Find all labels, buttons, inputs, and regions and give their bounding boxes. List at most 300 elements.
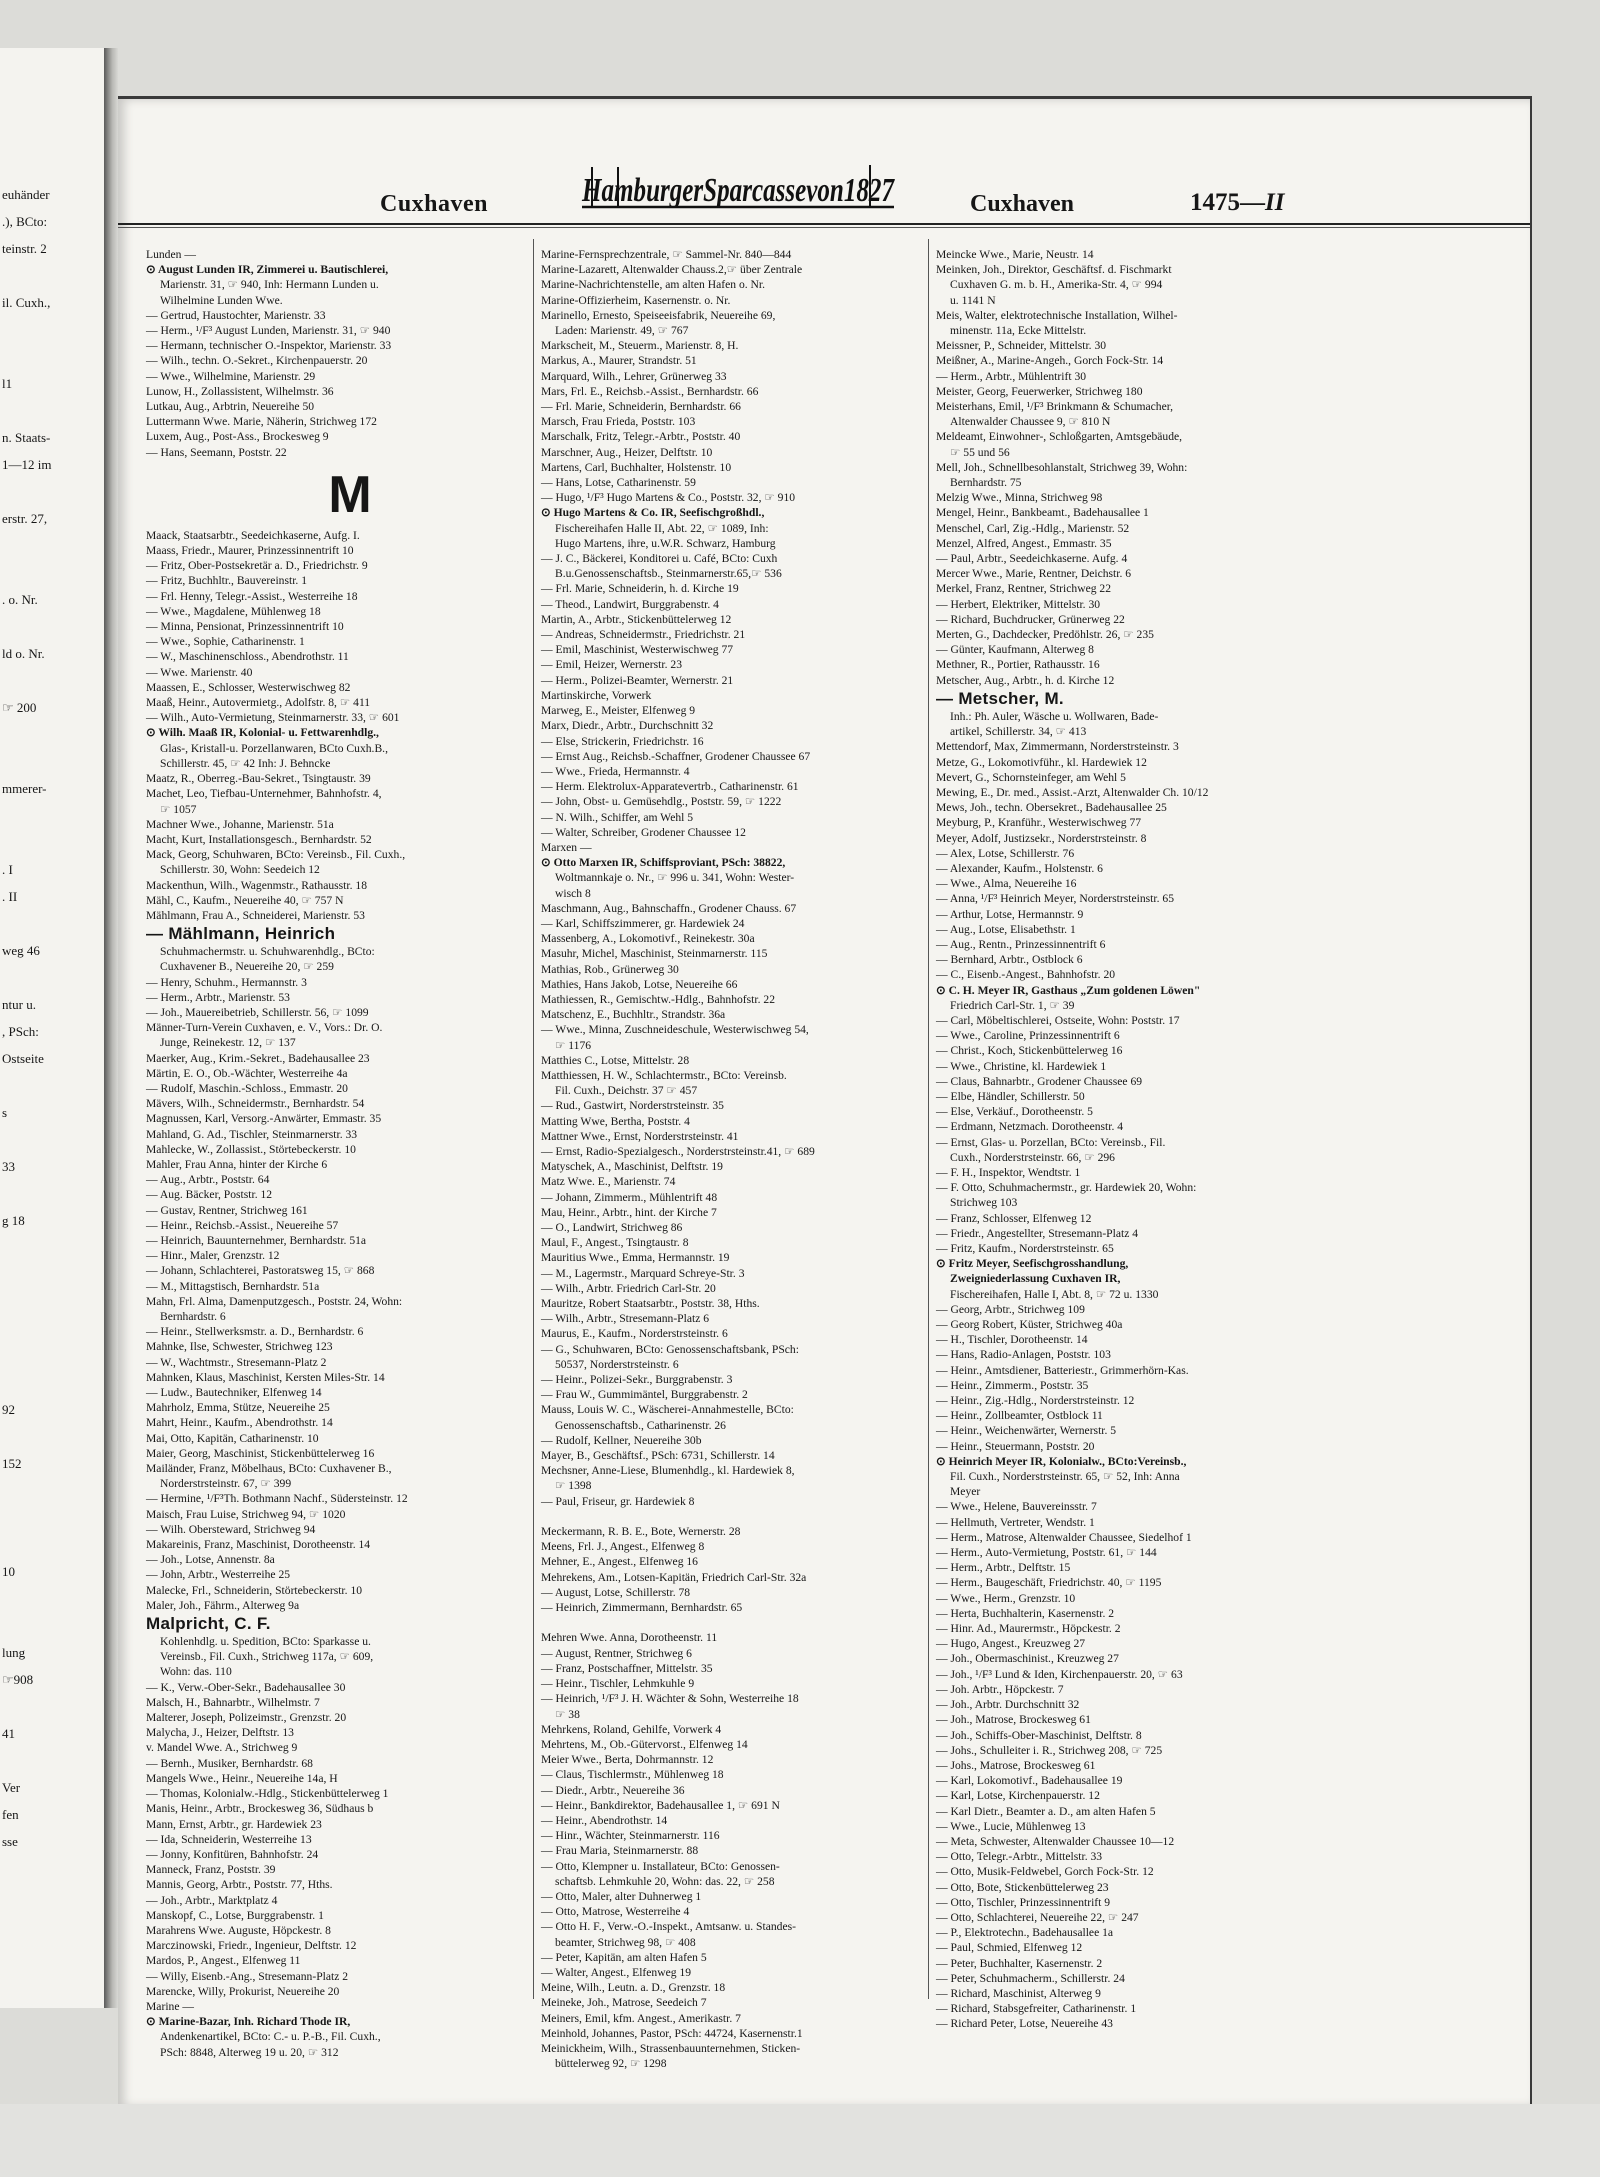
directory-entry: — Heinr., Reichsb.-Assist., Neuereihe 57	[146, 1218, 339, 1232]
directory-entry: ⊙ August Lunden IR, Zimmerei u. Bautischlerei,	[146, 263, 389, 277]
prev-page-fragment: . II	[2, 889, 18, 904]
directory-entry: — Bernhard, Arbtr., Ostblock 6	[936, 953, 1083, 967]
directory-entry: — Walter, Schreiber, Grodener Chaussee 12	[541, 825, 746, 839]
directory-entry: Mau, Heinr., Arbtr., hint. der Kirche 7	[541, 1205, 717, 1219]
directory-entry: Luttermann Wwe. Marie, Näherin, Strichweg 172	[146, 415, 377, 429]
directory-entry: Meine, Wilh., Leutn. a. D., Grenzstr. 18	[541, 1981, 726, 1995]
section-letter: M	[328, 465, 372, 524]
directory-entry: ⊙ Hugo Martens & Co. IR, Seefischgroßhdl.,	[541, 506, 765, 520]
directory-entry: Mahnke, Ilse, Schwester, Strichweg 123	[146, 1340, 333, 1354]
directory-entry: — Herm. Elektrolux-Apparatevertrb., Catharinenstr. 61	[541, 780, 799, 794]
directory-entry: — Else, Verkäuf., Dorotheenstr. 5	[936, 1105, 1093, 1119]
directory-entry: Mathies, Hans Jakob, Lotse, Neuereihe 66	[541, 977, 738, 991]
directory-entry: Mengel, Heinr., Bankbeamt., Badehausallee 1	[936, 506, 1149, 520]
directory-entry: — Hans, Lotse, Catharinenstr. 59	[541, 476, 696, 490]
entry-continuation: Fil. Cuxh., Norderstrsteinstr. 65, ☞ 52, Inh: Anna	[950, 1470, 1180, 1484]
directory-entry: — Alex, Lotse, Schillerstr. 76	[936, 846, 1075, 860]
prev-page-fragment: .), BCto:	[2, 214, 48, 229]
directory-entry: Maack, Staatsarbtr., Seedeichkaserne, Aufg. I.	[146, 528, 360, 542]
scan-bottom-margin	[0, 2104, 1600, 2177]
directory-entry: Männer-Turn-Verein Cuxhaven, e. V., Vors.: Dr. O.	[146, 1021, 383, 1035]
directory-entry: Malycha, J., Heizer, Delftstr. 13	[146, 1726, 294, 1740]
directory-entry: — Frl. Marie, Schneiderin, h. d. Kirche 19	[541, 582, 739, 596]
directory-entry: Mangels Wwe., Heinr., Neuereihe 14a, H	[146, 1771, 338, 1785]
entry-continuation: Junge, Reinekestr. 12, ☞ 137	[160, 1036, 296, 1050]
directory-entry: Markus, A., Maurer, Strandstr. 51	[541, 354, 697, 368]
directory-entry: — Georg, Arbtr., Strichweg 109	[936, 1302, 1085, 1316]
prev-page-fragment: sse	[2, 1834, 18, 1849]
directory-entry: Mai, Otto, Kapitän, Catharinenstr. 10	[146, 1431, 319, 1445]
directory-entry: — Heinr., Zig.-Hdlg., Norderstrsteinstr. 12	[936, 1394, 1135, 1408]
featured-entry-name: — Metscher, M.	[936, 688, 1064, 708]
directory-entry: ⊙ C. H. Meyer IR, Gasthaus „Zum goldenen Löwen"	[936, 983, 1201, 997]
directory-entry: — Wwe., Herm., Grenzstr. 10	[936, 1591, 1076, 1605]
entry-continuation: Inh.: Ph. Auler, Wäsche u. Wollwaren, Bade-	[950, 709, 1159, 723]
directory-entry: Meister, Georg, Feuerwerker, Strichweg 180	[936, 384, 1143, 398]
directory-entry: — Peter, Schuhmacherm., Schillerstr. 24	[936, 1971, 1125, 1985]
directory-entry: — Heinr., Zollbeamter, Ostblock 11	[936, 1409, 1103, 1423]
directory-entry: — Otto, Schlachterei, Neuereihe 22, ☞ 247	[936, 1910, 1139, 1924]
directory-entry: — Rudolf, Kellner, Neuereihe 30b	[541, 1433, 702, 1447]
directory-entry: — Joh., Schiffs-Ober-Maschinist, Delftstr. 8	[936, 1728, 1142, 1742]
directory-entry: — Herm., Arbtr., Mühlentrift 30	[936, 369, 1087, 383]
directory-entry: Lunow, H., Zollassistent, Wilhelmstr. 36	[146, 384, 334, 398]
header-rule-thin	[118, 227, 1530, 228]
directory-entry: — Hugo, Angest., Kreuzweg 27	[936, 1637, 1086, 1651]
book-binding	[104, 48, 118, 2008]
directory-entry: — Heinr., Amtsdiener, Batteriestr., Grimmerhörn-Kas.	[936, 1363, 1189, 1377]
directory-entry: Mayer, B., Geschäftsf., PSch: 6731, Schillerstr. 14	[541, 1449, 775, 1463]
logo-text: HamburgerSparcassevon1827	[581, 172, 896, 209]
directory-entry: — Willy, Eisenb.-Ang., Stresemann-Platz 2	[146, 1969, 349, 1983]
directory-entry: — Richard, Buchdrucker, Grünerweg 22	[936, 612, 1125, 626]
directory-page	[118, 96, 1532, 2107]
directory-entry: — Wilh., Auto-Vermietung, Steinmarnerstr. 33, ☞ 601	[146, 711, 400, 725]
sparcasse-logo	[578, 157, 898, 219]
entry-continuation: ☞ 38	[555, 1707, 580, 1721]
directory-entry: — Otto, Telegr.-Arbtr., Mittelstr. 33	[936, 1850, 1103, 1864]
directory-entry: Marine-Nachrichtenstelle, am alten Hafen o. Nr.	[541, 278, 766, 292]
entry-continuation: Fischereihafen Halle II, Abt. 22, ☞ 1089, Inh:	[555, 521, 769, 535]
entry-continuation: ☞ 55 und 56	[950, 445, 1010, 459]
directory-entry: Metze, G., Lokomotivführ., kl. Hardewiek 12	[936, 755, 1147, 769]
directory-entry: Marine —	[146, 1999, 194, 2013]
directory-entry: — Otto, Maler, alter Duhnerweg 1	[541, 1889, 702, 1903]
directory-entry: — J. C., Bäckerei, Konditorei u. Café, BCto: Cuxh	[541, 552, 778, 566]
directory-entry: — Wwe., Lucie, Mühlenweg 13	[936, 1819, 1086, 1833]
directory-entry: Marczinowski, Friedr., Ingenieur, Delftstr. 12	[146, 1939, 357, 1953]
directory-entry: — Richard, Stabsgefreiter, Catharinenstr. 1	[936, 2002, 1137, 2016]
directory-entry: — Karl, Lokomotivf., Badehausallee 19	[936, 1774, 1123, 1788]
entry-continuation: Andenkenartikel, BCto: C.- u. P.-B., Fil. Cuxh.,	[160, 2030, 381, 2044]
directory-entry: — Hinr. Ad., Maurermstr., Höpckestr. 2	[936, 1622, 1121, 1636]
directory-entry: Magnussen, Karl, Versorg.-Anwärter, Emmastr. 35	[146, 1112, 382, 1126]
directory-entry: Mähl, C., Kaufm., Neuereihe 40, ☞ 757 N	[146, 893, 344, 907]
directory-entry: — Otto, Tischler, Prinzessinnentrift 9	[936, 1895, 1111, 1909]
directory-entry: Marine-Fernsprechzentrale, ☞ Sammel-Nr. 840—844	[541, 248, 792, 261]
entry-continuation: Bernhardstr. 75	[950, 476, 1022, 490]
directory-entry: Menzel, Alfred, Angest., Emmastr. 35	[936, 536, 1112, 550]
entry-continuation: beamter, Strichweg 98, ☞ 408	[555, 1935, 696, 1949]
prev-page-fragment: teinstr. 2	[2, 241, 47, 256]
directory-entry: Meier Wwe., Berta, Dohrmannstr. 12	[541, 1753, 714, 1767]
directory-entry: — Herm., ¹/F³ August Lunden, Marienstr. 31, ☞ 940	[146, 324, 391, 338]
entry-continuation: ☞ 1398	[555, 1479, 592, 1493]
directory-entry: ⊙ Marine-Bazar, Inh. Richard Thode IR,	[146, 2015, 351, 2029]
directory-entry: Mahler, Frau Anna, hinter der Kirche 6	[146, 1157, 328, 1171]
directory-entry: — Joh. Arbtr., Höpckestr. 7	[936, 1682, 1064, 1696]
directory-entry: — Gustav, Rentner, Strichweg 161	[146, 1203, 308, 1217]
page-number-suffix: II	[1265, 189, 1285, 216]
directory-entry: — Wwe., Magdalene, Mühlenweg 18	[146, 604, 321, 618]
entry-continuation: Zweigniederlassung Cuxhaven IR,	[950, 1272, 1121, 1286]
directory-entry: Mehren Wwe. Anna, Dorotheenstr. 11	[541, 1631, 718, 1645]
directory-entry: — Hermann, technischer O.-Inspektor, Marienstr. 33	[146, 339, 392, 353]
directory-entry: Meyburg, P., Kranführ., Westerwischweg 77	[936, 816, 1142, 830]
directory-entry: — Karl Dietr., Beamter a. D., am alten Hafen 5	[936, 1804, 1156, 1818]
prev-page-fragment: euhänder	[2, 187, 50, 202]
directory-entry: Marxen —	[541, 840, 592, 854]
directory-entry: Mählmann, Frau A., Schneiderei, Marienstr. 53	[146, 908, 365, 922]
prev-page-fragment: 10	[2, 1564, 15, 1579]
directory-entry: — Georg Robert, Küster, Strichweg 40a	[936, 1318, 1123, 1332]
directory-entry: — Theod., Landwirt, Burggrabenstr. 4	[541, 597, 719, 611]
entry-continuation: Woltmannkaje o. Nr., ☞ 996 u. 341, Wohn: Wester-	[555, 871, 795, 885]
directory-entry: — Herta, Buchhalterin, Kasernenstr. 2	[936, 1606, 1115, 1620]
directory-entry	[541, 1509, 949, 1524]
entry-continuation: Friedrich Carl-Str. 1, ☞ 39	[950, 998, 1075, 1012]
directory-entry: — Peter, Kapitän, am alten Hafen 5	[541, 1950, 707, 1964]
directory-entry: — Heinrich, Bauunternehmer, Bernhardstr. 51a	[146, 1233, 367, 1247]
directory-entry: — Wilh., Arbtr. Friedrich Carl-Str. 20	[541, 1281, 716, 1295]
directory-entry: — Otto, Matrose, Westerreihe 4	[541, 1905, 690, 1919]
directory-entry: — Herm., Polizei-Beamter, Wernerstr. 21	[541, 673, 734, 687]
directory-entry: — P., Elektrotechn., Badehausallee 1a	[936, 1926, 1114, 1940]
entry-continuation: ☞ 1057	[160, 802, 197, 816]
directory-entry: Marine-Offizierheim, Kasernenstr. o. Nr.	[541, 293, 731, 307]
header-rule	[118, 223, 1530, 225]
directory-entry: Makareinis, Franz, Maschinist, Dorotheenstr. 14	[146, 1538, 371, 1552]
directory-entry: — Wwe., Minna, Zuschneideschule, Westerwischweg 54,	[541, 1023, 809, 1037]
directory-entry: Melzig Wwe., Minna, Strichweg 98	[936, 491, 1103, 505]
directory-entry: Massenberg, A., Lokomotivf., Reinekestr. 30a	[541, 932, 755, 946]
directory-entry: Matthiessen, H. W., Schlachtermstr., BCto: Vereinsb.	[541, 1068, 787, 1082]
directory-entry: — Wwe., Helene, Bauvereinsstr. 7	[936, 1500, 1097, 1514]
prev-page-fragment: s	[2, 1105, 8, 1120]
directory-entry: — N. Wilh., Schiffer, am Wehl 5	[541, 810, 694, 824]
directory-entry: Luxem, Aug., Post-Ass., Brockesweg 9	[146, 430, 329, 444]
directory-entry: Meckermann, R. B. E., Bote, Wernerstr. 28	[541, 1525, 741, 1539]
entry-continuation: Strichweg 103	[950, 1196, 1018, 1210]
directory-entry: — Heinr., Abendrothstr. 14	[541, 1813, 668, 1827]
directory-entry: Mahn, Frl. Alma, Damenputzgesch., Poststr. 24, Wohn:	[146, 1294, 403, 1308]
entry-continuation: Wilhelmine Lunden Wwe.	[160, 293, 283, 307]
directory-entry: Meineke, Joh., Matrose, Seedeich 7	[541, 1996, 707, 2010]
directory-entry: Martin, A., Arbtr., Stickenbüttelerweg 12	[541, 612, 732, 626]
prev-page-fragment: Ostseite	[2, 1051, 44, 1066]
directory-entry: Mars, Frl. E., Reichsb.-Assist., Bernhardstr. 66	[541, 384, 759, 398]
directory-entry: — Richard Peter, Lotse, Neuereihe 43	[936, 2017, 1113, 2031]
directory-entry: — Ida, Schneiderin, Westerreihe 13	[146, 1832, 312, 1846]
prev-page-fragment: ☞908	[2, 1672, 34, 1687]
directory-entry: — Frl. Marie, Schneiderin, Bernhardstr. 66	[541, 400, 741, 414]
directory-entry: Matschenz, E., Buchhltr., Strandstr. 36a	[541, 1008, 726, 1022]
entry-continuation: Bernhardstr. 6	[160, 1310, 226, 1323]
directory-entry: — Aug., Rentn., Prinzessinnentrift 6	[936, 937, 1106, 951]
directory-entry: Martinskirche, Vorwerk	[541, 688, 652, 702]
directory-column-3	[936, 247, 1344, 2032]
directory-entry: — Jonny, Konfitüren, Bahnhofstr. 24	[146, 1847, 319, 1861]
directory-entry: — Franz, Postschaffner, Mittelstr. 35	[541, 1661, 713, 1675]
directory-entry: Mack, Georg, Schuhwaren, BCto: Vereinsb., Fil. Cuxh.,	[146, 848, 406, 862]
directory-entry: Maatz, R., Oberreg.-Bau-Sekret., Tsingtaustr. 39	[146, 772, 371, 786]
directory-entry: — Herm., Auto-Vermietung, Poststr. 61, ☞ 144	[936, 1546, 1157, 1560]
directory-entry: — Emil, Heizer, Wernerstr. 23	[541, 658, 683, 672]
prev-page-fragment: ☞ 200	[2, 700, 37, 715]
prev-page-fragment: ld o. Nr.	[2, 646, 45, 661]
directory-entry: — Wwe., Christine, kl. Hardewiek 1	[936, 1059, 1107, 1073]
entry-continuation: Hugo Martens, ihre, u.W.R. Schwarz, Hamburg	[555, 536, 776, 550]
directory-entry: — John, Arbtr., Westerreihe 25	[146, 1568, 291, 1582]
directory-entry: Meens, Frl. J., Angest., Elfenweg 8	[541, 1540, 705, 1554]
entry-continuation: Schillerstr. 30, Wohn: Seedeich 12	[160, 863, 320, 877]
directory-entry: Mehner, E., Angest., Elfenweg 16	[541, 1555, 698, 1569]
entry-continuation: ☞ 1176	[555, 1038, 592, 1052]
directory-entry: — C., Eisenb.-Angest., Bahnhofstr. 20	[936, 968, 1116, 982]
directory-entry: — Diedr., Arbtr., Neuereihe 36	[541, 1783, 685, 1797]
directory-entry: — Fritz, Kaufm., Norderstrsteinstr. 65	[936, 1242, 1114, 1255]
directory-entry: Maisch, Frau Luise, Strichweg 94, ☞ 1020	[146, 1507, 346, 1521]
directory-entry: — Arthur, Lotse, Hermannstr. 9	[936, 907, 1084, 921]
directory-entry: — Peter, Buchhalter, Kasernenstr. 2	[936, 1956, 1103, 1970]
entry-continuation: 50537, Norderstrsteinstr. 6	[555, 1357, 679, 1371]
directory-entry: Manis, Heinr., Arbtr., Brockesweg 36, Südhaus b	[146, 1802, 374, 1816]
directory-entry: Mattner Wwe., Ernst, Norderstrsteinstr. 41	[541, 1129, 739, 1143]
directory-entry: — Frl. Henny, Telegr.-Assist., Westerreihe 18	[146, 589, 358, 603]
directory-entry: Maerker, Aug., Krim.-Sekret., Badehausallee 23	[146, 1051, 370, 1065]
directory-entry: — Heinr., Steuermann, Poststr. 20	[936, 1439, 1095, 1453]
directory-entry: — Johs., Schulleiter i. R., Strichweg 208, ☞ 725	[936, 1743, 1163, 1757]
directory-entry: — Aug. Bäcker, Poststr. 12	[146, 1188, 273, 1202]
directory-entry: Mauss, Louis W. C., Wäscherei-Annahmestelle, BCto:	[541, 1403, 794, 1417]
directory-entry: Mevert, G., Schornsteinfeger, am Wehl 5	[936, 770, 1126, 784]
directory-entry: Malsch, H., Bahnarbtr., Wilhelmstr. 7	[146, 1695, 320, 1709]
directory-entry: Merkel, Franz, Rentner, Strichweg 22	[936, 582, 1112, 596]
directory-entry: — Franz, Schlosser, Elfenweg 12	[936, 1211, 1092, 1225]
directory-entry: Lutkau, Aug., Arbtrin, Neuereihe 50	[146, 400, 315, 414]
directory-entry: Lunden —	[146, 248, 196, 261]
prev-page-fragment: l1	[2, 376, 13, 391]
prev-page-fragment: lung	[2, 1645, 26, 1660]
directory-entry: Marx, Diedr., Arbtr., Durchschnitt 32	[541, 719, 714, 733]
directory-entry: — Else, Strickerin, Friedrichstr. 16	[541, 734, 704, 748]
directory-entry: Marencke, Willy, Prokurist, Neuereihe 20	[146, 1984, 340, 1998]
directory-entry: — Hermine, ¹/F³Th. Bothmann Nachf., Südersteinstr. 12	[146, 1492, 408, 1506]
page-header	[118, 99, 1530, 219]
directory-entry: — Wwe., Sophie, Catharinenstr. 1	[146, 635, 305, 649]
directory-entry: Meldeamt, Einwohner-, Schloßgarten, Amtsgebäude,	[936, 430, 1183, 444]
entry-continuation: Norderstrsteinstr. 67, ☞ 399	[160, 1477, 292, 1491]
directory-entry: — Heinrich, Zimmermann, Bernhardstr. 65	[541, 1601, 743, 1615]
entry-continuation: Schuhmachermstr. u. Schuhwarenhdlg., BCto:	[160, 945, 375, 959]
prev-page-fragment: il. Cuxh.,	[2, 295, 51, 310]
prev-page-fragment: 41	[2, 1726, 15, 1741]
directory-entry: v. Mandel Wwe. A., Strichweg 9	[146, 1741, 298, 1755]
directory-entry: Merten, G., Dachdecker, Predöhlstr. 26, ☞ 235	[936, 628, 1154, 642]
entry-continuation: Genossenschaftsb., Catharinenstr. 26	[555, 1418, 726, 1432]
directory-entry: — Joh., Arbtr., Marktplatz 4	[146, 1893, 278, 1907]
directory-entry: — Herm., Arbtr., Delftstr. 15	[936, 1561, 1071, 1575]
directory-entry: Meißner, A., Marine-Angeh., Gorch Fock-Str. 14	[936, 354, 1164, 368]
directory-entry: — Heinrich, ¹/F³ J. H. Wächter & Sohn, Westerreihe 18	[541, 1692, 799, 1706]
directory-entry: Marquard, Wilh., Lehrer, Grünerweg 33	[541, 369, 727, 383]
directory-entry: — Erdmann, Netzmach. Dorotheenstr. 4	[936, 1120, 1124, 1134]
entry-continuation: Marienstr. 31, ☞ 940, Inh: Hermann Lunden u.	[160, 278, 379, 292]
directory-entry: Mehrtens, M., Ob.-Gütervorst., Elfenweg 14	[541, 1737, 748, 1751]
directory-entry: Marine-Lazarett, Altenwalder Chauss.2,☞ über Zentrale	[541, 263, 803, 277]
directory-entry: Meis, Walter, elektrotechnische Installation, Wilhel-	[936, 308, 1178, 322]
directory-entry: — Herm., Matrose, Altenwalder Chaussee, Siedelhof 1	[936, 1530, 1192, 1544]
directory-entry: — W., Maschinenschloss., Abendrothstr. 11	[146, 650, 349, 664]
directory-entry: — M., Mittagstisch, Bernhardstr. 51a	[146, 1279, 320, 1293]
directory-entry: Maler, Joh., Fährm., Alterweg 9a	[146, 1598, 300, 1612]
directory-entry: — K., Verw.-Ober-Sekr., Badehausallee 30	[146, 1680, 346, 1694]
directory-entry: Mahnken, Klaus, Maschinist, Kersten Miles-Str. 14	[146, 1370, 385, 1384]
directory-entry: Mackenthun, Wilh., Wagenmstr., Rathausstr. 18	[146, 878, 368, 892]
header-city-left: Cuxhaven	[380, 191, 489, 217]
column-divider	[928, 239, 929, 1999]
directory-entry: — Johann, Zimmerm., Mühlentrift 48	[541, 1190, 718, 1204]
directory-entry: Machet, Leo, Tiefbau-Unternehmer, Bahnhofstr. 4,	[146, 787, 382, 801]
directory-entry: Manskopf, C., Lotse, Burggrabenstr. 1	[146, 1908, 324, 1922]
page-number-value: 1475—	[1190, 189, 1265, 216]
prev-page-fragment: n. Staats-	[2, 430, 51, 445]
directory-entry: — Wwe., Caroline, Prinzessinnentrift 6	[936, 1029, 1120, 1043]
directory-entry: — Joh., Arbtr. Durchschnitt 32	[936, 1698, 1080, 1712]
directory-entry: — Karl, Lotse, Kirchenpauerstr. 12	[936, 1789, 1100, 1803]
directory-entry: — Wwe., Wilhelmine, Marienstr. 29	[146, 369, 316, 383]
directory-entry: — Walter, Angest., Elfenweg 19	[541, 1965, 692, 1979]
entry-continuation: Meyer	[950, 1485, 981, 1499]
entry-continuation: minenstr. 11a, Ecke Mittelstr.	[950, 324, 1087, 338]
directory-entry: — Wwe., Frieda, Hermannstr. 4	[541, 764, 690, 778]
directory-entry: Maass, Friedr., Maurer, Prinzessinnentrift 10	[146, 544, 354, 558]
directory-entry: ⊙ Otto Marxen IR, Schiffsproviant, PSch: 38822,	[541, 856, 786, 870]
directory-entry: Mauritius Wwe., Emma, Hermannstr. 19	[541, 1251, 730, 1265]
directory-entry: — Karl, Schiffszimmerer, gr. Hardewiek 24	[541, 916, 745, 930]
prev-page-fragment: g 18	[2, 1213, 25, 1228]
directory-entry: Meissner, P., Schneider, Mittelstr. 30	[936, 339, 1107, 353]
directory-entry: — Elbe, Händler, Schillerstr. 50	[936, 1089, 1085, 1103]
directory-entry: — Ludw., Bautechniker, Elfenweg 14	[146, 1386, 322, 1400]
directory-entry: — Aug., Arbtr., Poststr. 64	[146, 1173, 270, 1187]
directory-entry: Mardos, P., Angest., Elfenweg 11	[146, 1954, 301, 1968]
directory-entry: — Bernh., Musiker, Bernhardstr. 68	[146, 1756, 313, 1770]
entry-continuation: büttelerweg 92, ☞ 1298	[555, 2057, 667, 2071]
directory-entry: Malterer, Joseph, Polizeimstr., Grenzstr. 20	[146, 1711, 347, 1725]
directory-entry: Maul, F., Angest., Tsingtaustr. 8	[541, 1236, 689, 1250]
directory-entry: Matthies C., Lotse, Mittelstr. 28	[541, 1053, 690, 1067]
directory-entry	[541, 1615, 949, 1630]
directory-entry: — Henry, Schuhm., Hermannstr. 3	[146, 975, 307, 989]
directory-entry: — Carl, Möbeltischlerei, Ostseite, Wohn: Poststr. 17	[936, 1013, 1180, 1027]
directory-entry: Mahlecke, W., Zollassist., Störtebeckerstr. 10	[146, 1142, 356, 1156]
directory-entry: Marschner, Aug., Heizer, Delftstr. 10	[541, 445, 713, 459]
directory-entry: — Herm., Arbtr., Marienstr. 53	[146, 990, 290, 1004]
directory-entry: Mehrekens, Am., Lotsen-Kapitän, Friedrich Carl-Str. 32a	[541, 1570, 807, 1584]
directory-entry: Manneck, Franz, Poststr. 39	[146, 1863, 276, 1877]
directory-entry: — F. H., Inspektor, Wendtstr. 1	[936, 1165, 1081, 1179]
prev-page-fragment: Ver	[2, 1780, 21, 1795]
directory-entry: — Ernst Aug., Reichsb.-Schaffner, Grodener Chaussee 67	[541, 749, 811, 763]
prev-page-fragment: 33	[2, 1159, 15, 1174]
directory-entry: Menschel, Carl, Zig.-Hdlg., Marienstr. 52	[936, 521, 1130, 535]
directory-entry: ⊙ Fritz Meyer, Seefischgrosshandlung,	[936, 1257, 1129, 1271]
directory-entry: — O., Landwirt, Strichweg 86	[541, 1221, 683, 1234]
directory-entry: — Heinr., Polizei-Sekr., Burggrabenstr. 3	[541, 1373, 733, 1387]
directory-entry: — Otto, Musik-Feldwebel, Gorch Fock-Str. 12	[936, 1865, 1154, 1879]
directory-entry: Mews, Joh., techn. Obersekret., Badehausallee 25	[936, 801, 1167, 815]
directory-entry: Metscher, Aug., Arbtr., h. d. Kirche 12	[936, 673, 1115, 687]
directory-entry: Mell, Joh., Schnellbesohlanstalt, Strichweg 39, Wohn:	[936, 460, 1188, 474]
directory-entry: — Heinr., Bankdirektor, Badehausallee 1, ☞ 691 N	[541, 1798, 780, 1812]
directory-entry: Meyer, Adolf, Justizsekr., Norderstrsteinstr. 8	[936, 831, 1147, 845]
entry-continuation: artikel, Schillerstr. 34, ☞ 413	[950, 725, 1087, 739]
entry-continuation: Vereinsb., Fil. Cuxh., Strichweg 117a, ☞ 609,	[160, 1650, 374, 1664]
prev-page-fragment: 92	[2, 1402, 15, 1417]
directory-entry: — Wwe., Alma, Neuereihe 16	[936, 877, 1077, 891]
directory-entry: — W., Wachtmstr., Stresemann-Platz 2	[146, 1355, 327, 1369]
directory-entry: Maassen, E., Schlosser, Westerwischweg 82	[146, 680, 351, 694]
directory-entry: — Joh., Matrose, Brockesweg 61	[936, 1713, 1091, 1727]
directory-entry: — Richard, Maschinist, Alterweg 9	[936, 1986, 1101, 2000]
directory-entry: — Joh., Mauereibetrieb, Schillerstr. 56, ☞ 1099	[146, 1005, 369, 1019]
directory-entry: Mathiessen, R., Gemischtw.-Hdlg., Bahnhofstr. 22	[541, 992, 775, 1006]
entry-continuation: wisch 8	[555, 886, 591, 900]
directory-entry: — Minna, Pensionat, Prinzessinnentrift 10	[146, 620, 344, 634]
directory-entry: Malecke, Frl., Schneiderin, Störtebeckerstr. 10	[146, 1583, 363, 1597]
entry-continuation: Laden: Marienstr. 49, ☞ 767	[555, 324, 689, 338]
directory-entry: — Joh., ¹/F³ Lund & Iden, Kirchenpauerstr. 20, ☞ 63	[936, 1667, 1183, 1681]
entry-continuation: Glas-, Kristall-u. Porzellanwaren, BCto Cuxh.B.,	[160, 741, 388, 755]
directory-entry: — Aug., Lotse, Elisabethstr. 1	[936, 922, 1076, 936]
directory-entry: — Christ., Koch, Stickenbüttelerweg 16	[936, 1044, 1123, 1058]
directory-entry: — Frau Maria, Steinmarnerstr. 88	[541, 1844, 699, 1858]
directory-entry: — Joh., Obermaschinist., Kreuzweg 27	[936, 1652, 1119, 1666]
prev-page-fragment: . I	[2, 862, 13, 877]
entry-continuation: Fil. Cuxh., Deichstr. 37 ☞ 457	[555, 1084, 698, 1098]
header-city-right: Cuxhaven	[970, 191, 1075, 217]
directory-entry: Marahrens Wwe. Auguste, Höpckestr. 8	[146, 1923, 331, 1937]
directory-entry: — Herbert, Elektriker, Mittelstr. 30	[936, 597, 1101, 611]
prev-page-fragment: erstr. 27,	[2, 511, 48, 526]
prev-page-fragment: . o. Nr.	[2, 592, 38, 607]
directory-entry: Mettendorf, Max, Zimmermann, Norderstrsteinstr. 3	[936, 740, 1179, 754]
entry-continuation: Cuxhaven G. m. b. H., Amerika-Str. 4, ☞ 994	[950, 278, 1163, 292]
column-divider	[533, 239, 534, 1999]
directory-entry: — Paul, Schmied, Elfenweg 12	[936, 1941, 1083, 1955]
entry-continuation: Wohn: das. 110	[160, 1665, 232, 1679]
directory-entry: Mahland, G. Ad., Tischler, Steinmarnerstr. 33	[146, 1127, 358, 1141]
directory-entry: Methner, R., Portier, Rathausstr. 16	[936, 658, 1100, 672]
entry-continuation: Cuxh., Norderstrsteinstr. 66, ☞ 296	[950, 1150, 1115, 1164]
directory-entry: — Frau W., Gummimäntel, Burggrabenstr. 2	[541, 1388, 748, 1402]
directory-entry: — Anna, ¹/F³ Heinrich Meyer, Norderstrsteinstr. 65	[936, 892, 1174, 906]
directory-entry: — Otto, Bote, Stickenbüttelerweg 23	[936, 1880, 1109, 1894]
directory-entry: — John, Obst- u. Gemüsehdlg., Poststr. 59, ☞ 1222	[541, 795, 782, 809]
directory-entry: — Hellmuth, Vertreter, Wendstr. 1	[936, 1515, 1095, 1529]
directory-entry: — Günter, Kaufmann, Alterweg 8	[936, 643, 1094, 657]
